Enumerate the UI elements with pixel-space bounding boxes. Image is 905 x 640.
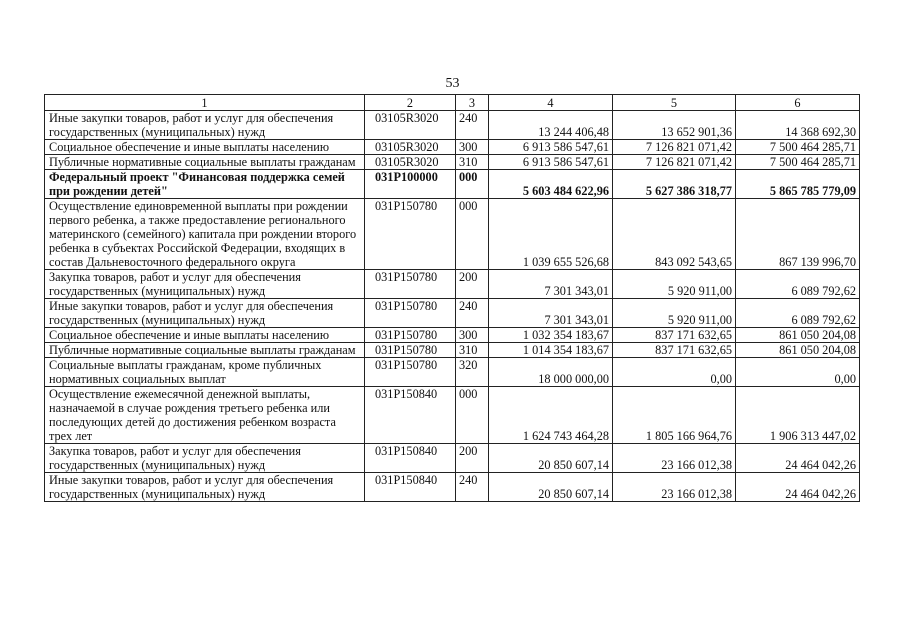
row-name-cell: Иные закупки товаров, работ и услуг для обеспечения государственных (муниципальных) нужд xyxy=(45,111,365,140)
header-col-6: 6 xyxy=(736,95,860,111)
table-row xyxy=(45,111,860,140)
table-row xyxy=(45,170,860,199)
row-name-cell: Осуществление единовременной выплаты при рождении первого ребенка, а также предоставление регионального материнского (семейного) капитала при рождении второго ребенка в субъектах Российской Федерации, входящих в состав Дальневосточного федерального округа xyxy=(45,199,365,270)
table-row xyxy=(45,387,860,444)
row-value-col4: 6 913 586 547,61 xyxy=(489,140,613,155)
row-type-cell: 240 xyxy=(456,111,489,140)
row-value-col4: 7 301 343,01 xyxy=(489,270,613,299)
table-row xyxy=(45,199,860,270)
row-value-col4: 20 850 607,14 xyxy=(489,473,613,502)
row-type-cell: 000 xyxy=(456,199,489,270)
row-value-col4: 20 850 607,14 xyxy=(489,444,613,473)
row-name-cell: Социальное обеспечение и иные выплаты населению xyxy=(45,328,365,343)
row-name-cell: Федеральный проект "Финансовая поддержка семей при рождении детей" xyxy=(45,170,365,199)
row-value-col5: 23 166 012,38 xyxy=(613,444,736,473)
row-name-cell: Публичные нормативные социальные выплаты гражданам xyxy=(45,155,365,170)
row-code-cell: 031P150780 xyxy=(365,270,456,299)
header-col-4: 4 xyxy=(489,95,613,111)
page-number: 53 xyxy=(445,76,460,91)
row-type-cell: 300 xyxy=(456,328,489,343)
row-code-cell: 031P150840 xyxy=(365,387,456,444)
row-value-col6: 7 500 464 285,71 xyxy=(736,155,860,170)
table-row xyxy=(45,328,860,343)
table-row xyxy=(45,343,860,358)
row-value-col5: 5 920 911,00 xyxy=(613,270,736,299)
header-col-1: 1 xyxy=(45,95,365,111)
row-type-cell: 000 xyxy=(456,387,489,444)
row-value-col4: 5 603 484 622,96 xyxy=(489,170,613,199)
table-row xyxy=(45,270,860,299)
row-code-cell: 031P150780 xyxy=(365,199,456,270)
row-value-col6: 7 500 464 285,71 xyxy=(736,140,860,155)
row-value-col6: 861 050 204,08 xyxy=(736,343,860,358)
table-row xyxy=(45,155,860,170)
row-value-col4: 6 913 586 547,61 xyxy=(489,155,613,170)
row-value-col5: 837 171 632,65 xyxy=(613,343,736,358)
row-type-cell: 310 xyxy=(456,155,489,170)
row-code-cell: 03105R3020 xyxy=(365,155,456,170)
row-code-cell: 031P150780 xyxy=(365,343,456,358)
row-value-col5: 0,00 xyxy=(613,358,736,387)
row-value-col4: 1 032 354 183,67 xyxy=(489,328,613,343)
table-row xyxy=(45,358,860,387)
row-value-col6: 24 464 042,26 xyxy=(736,444,860,473)
row-value-col6: 861 050 204,08 xyxy=(736,328,860,343)
table-row xyxy=(45,444,860,473)
row-name-cell: Социальное обеспечение и иные выплаты населению xyxy=(45,140,365,155)
row-value-col4: 1 624 743 464,28 xyxy=(489,387,613,444)
row-type-cell: 300 xyxy=(456,140,489,155)
row-value-col5: 7 126 821 071,42 xyxy=(613,140,736,155)
budget-table xyxy=(44,94,860,502)
row-value-col6: 24 464 042,26 xyxy=(736,473,860,502)
row-name-cell: Социальные выплаты гражданам, кроме публичных нормативных социальных выплат xyxy=(45,358,365,387)
header-col-3: 3 xyxy=(456,95,489,111)
header-col-5: 5 xyxy=(613,95,736,111)
row-value-col6: 6 089 792,62 xyxy=(736,270,860,299)
table-row xyxy=(45,140,860,155)
table-row xyxy=(45,473,860,502)
row-code-cell: 03105R3020 xyxy=(365,140,456,155)
row-value-col5: 7 126 821 071,42 xyxy=(613,155,736,170)
row-type-cell: 200 xyxy=(456,444,489,473)
row-type-cell: 200 xyxy=(456,270,489,299)
row-value-col6: 14 368 692,30 xyxy=(736,111,860,140)
row-code-cell: 031P100000 xyxy=(365,170,456,199)
row-code-cell: 031P150840 xyxy=(365,444,456,473)
row-code-cell: 031P150780 xyxy=(365,358,456,387)
row-value-col4: 1 014 354 183,67 xyxy=(489,343,613,358)
row-code-cell: 031P150840 xyxy=(365,473,456,502)
row-type-cell: 000 xyxy=(456,170,489,199)
row-name-cell: Осуществление ежемесячной денежной выплаты, назначаемой в случае рождения третьего ребенка или последующих детей до достижения ребенком возраста трех лет xyxy=(45,387,365,444)
row-type-cell: 310 xyxy=(456,343,489,358)
header-row xyxy=(45,95,860,111)
row-value-col5: 13 652 901,36 xyxy=(613,111,736,140)
row-name-cell: Закупка товаров, работ и услуг для обеспечения государственных (муниципальных) нужд xyxy=(45,444,365,473)
table-row xyxy=(45,299,860,328)
row-value-col6: 1 906 313 447,02 xyxy=(736,387,860,444)
header-col-2: 2 xyxy=(365,95,456,111)
row-value-col5: 5 920 911,00 xyxy=(613,299,736,328)
row-value-col4: 1 039 655 526,68 xyxy=(489,199,613,270)
row-value-col6: 0,00 xyxy=(736,358,860,387)
row-value-col6: 5 865 785 779,09 xyxy=(736,170,860,199)
row-value-col5: 837 171 632,65 xyxy=(613,328,736,343)
row-value-col5: 1 805 166 964,76 xyxy=(613,387,736,444)
row-name-cell: Публичные нормативные социальные выплаты гражданам xyxy=(45,343,365,358)
row-value-col5: 23 166 012,38 xyxy=(613,473,736,502)
row-type-cell: 240 xyxy=(456,473,489,502)
row-value-col4: 7 301 343,01 xyxy=(489,299,613,328)
row-value-col6: 867 139 996,70 xyxy=(736,199,860,270)
row-name-cell: Закупка товаров, работ и услуг для обеспечения государственных (муниципальных) нужд xyxy=(45,270,365,299)
row-type-cell: 320 xyxy=(456,358,489,387)
row-code-cell: 03105R3020 xyxy=(365,111,456,140)
row-value-col6: 6 089 792,62 xyxy=(736,299,860,328)
row-value-col5: 843 092 543,65 xyxy=(613,199,736,270)
row-value-col5: 5 627 386 318,77 xyxy=(613,170,736,199)
row-value-col4: 13 244 406,48 xyxy=(489,111,613,140)
row-type-cell: 240 xyxy=(456,299,489,328)
row-code-cell: 031P150780 xyxy=(365,328,456,343)
row-code-cell: 031P150780 xyxy=(365,299,456,328)
row-name-cell: Иные закупки товаров, работ и услуг для обеспечения государственных (муниципальных) нужд xyxy=(45,473,365,502)
row-name-cell: Иные закупки товаров, работ и услуг для обеспечения государственных (муниципальных) нужд xyxy=(45,299,365,328)
row-value-col4: 18 000 000,00 xyxy=(489,358,613,387)
